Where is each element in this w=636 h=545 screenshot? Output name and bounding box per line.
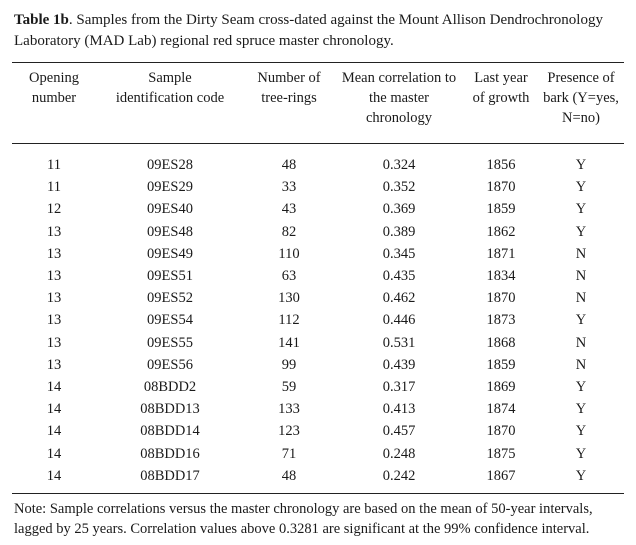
cell-bark-presence: Y [575, 445, 587, 462]
cell-mean-correlation: 0.389 [382, 223, 416, 240]
cell-last-year: 1874 [486, 401, 516, 418]
cell-bark-presence: Y [575, 312, 587, 329]
cell-mean-correlation: 0.369 [382, 201, 416, 218]
table-row [12, 176, 624, 198]
top-rule [12, 62, 624, 63]
cell-opening-number: 13 [46, 312, 62, 329]
cell-bark-presence: Y [575, 401, 587, 418]
cell-tree-rings: 99 [281, 356, 297, 373]
table-row [12, 243, 624, 265]
table-note: Note: Sample correlations versus the master chronology are based on the mean of 50-year intervals, lagged by 25 years. Correlation values above 0.3281 are significant at the 99% confidence interval. [14, 501, 593, 537]
cell-tree-rings: 123 [278, 423, 300, 440]
cell-mean-correlation: 0.413 [382, 401, 416, 418]
cell-last-year: 1875 [486, 445, 516, 462]
cell-tree-rings: 48 [281, 157, 297, 174]
cell-opening-number: 11 [47, 157, 61, 174]
cell-bark-presence: N [575, 245, 587, 262]
cell-tree-rings: 63 [281, 268, 297, 285]
table-row [12, 420, 624, 442]
table-row [12, 198, 624, 220]
cell-bark-presence: Y [575, 223, 587, 240]
cell-opening-number: 13 [46, 268, 62, 285]
cell-opening-number: 13 [46, 334, 62, 351]
cell-bark-presence: Y [575, 179, 587, 196]
cell-tree-rings: 133 [278, 401, 300, 418]
cell-opening-number: 14 [46, 401, 62, 418]
header-rule [12, 143, 624, 144]
cell-sample-code: 09ES54 [147, 312, 193, 329]
cell-bark-presence: Y [575, 423, 587, 440]
table-row [12, 398, 624, 420]
cell-last-year: 1870 [486, 179, 516, 196]
cell-sample-code: 08BDD13 [140, 401, 200, 418]
cell-opening-number: 13 [46, 356, 62, 373]
cell-opening-number: 12 [46, 201, 62, 218]
cell-last-year: 1859 [486, 201, 516, 218]
header-bark-presence: Presence of bark (Y=yes, N=no) [543, 70, 619, 126]
table-row [12, 442, 624, 464]
cell-opening-number: 13 [46, 245, 62, 262]
cell-opening-number: 14 [46, 378, 62, 395]
header-mean-correlation: Mean correlation to the master chronology [341, 70, 457, 126]
cell-sample-code: 08BDD2 [143, 378, 197, 395]
table-row [12, 376, 624, 398]
cell-mean-correlation: 0.435 [382, 268, 416, 285]
table-row [12, 287, 624, 309]
cell-opening-number: 13 [46, 290, 62, 307]
cell-sample-code: 09ES52 [147, 290, 193, 307]
cell-opening-number: 11 [47, 179, 61, 196]
cell-last-year: 1867 [486, 467, 516, 484]
cell-last-year: 1859 [486, 356, 516, 373]
cell-mean-correlation: 0.242 [382, 467, 416, 484]
cell-bark-presence: N [575, 268, 587, 285]
cell-sample-code: 08BDD17 [140, 467, 200, 484]
header-row [12, 68, 624, 128]
cell-last-year: 1870 [486, 290, 516, 307]
cell-opening-number: 14 [46, 467, 62, 484]
cell-opening-number: 13 [46, 223, 62, 240]
cell-bark-presence: N [575, 290, 587, 307]
table-body [12, 154, 624, 487]
cell-sample-code: 09ES48 [147, 223, 193, 240]
cell-last-year: 1871 [486, 245, 516, 262]
cell-mean-correlation: 0.345 [382, 245, 416, 262]
caption-text: . Samples from the Dirty Seam cross-dated against the Mount Allison Dendrochronology Laboratory (MAD Lab) regional red spruce master chronology. [14, 12, 603, 49]
cell-mean-correlation: 0.446 [382, 312, 416, 329]
cell-tree-rings: 43 [281, 201, 297, 218]
cell-last-year: 1834 [486, 268, 516, 285]
cell-mean-correlation: 0.439 [382, 356, 416, 373]
table-row [12, 221, 624, 243]
cell-sample-code: 08BDD14 [140, 423, 200, 440]
cell-sample-code: 09ES40 [147, 201, 193, 218]
table-row [12, 265, 624, 287]
cell-tree-rings: 82 [281, 223, 297, 240]
cell-mean-correlation: 0.317 [382, 378, 416, 395]
table-row [12, 354, 624, 376]
table-caption [14, 10, 624, 52]
cell-bark-presence: Y [575, 157, 587, 174]
cell-sample-code: 09ES51 [147, 268, 193, 285]
cell-sample-code: 09ES55 [147, 334, 193, 351]
cell-opening-number: 14 [46, 423, 62, 440]
cell-bark-presence: Y [575, 378, 587, 395]
cell-last-year: 1868 [486, 334, 516, 351]
cell-sample-code: 09ES49 [147, 245, 193, 262]
cell-tree-rings: 110 [278, 245, 300, 262]
data-table [12, 154, 624, 487]
cell-tree-rings: 48 [281, 467, 297, 484]
cell-tree-rings: 71 [281, 445, 297, 462]
cell-mean-correlation: 0.248 [382, 445, 416, 462]
table-row [12, 154, 624, 176]
cell-last-year: 1869 [486, 378, 516, 395]
table-row [12, 309, 624, 331]
cell-last-year: 1873 [486, 312, 516, 329]
cell-mean-correlation: 0.352 [382, 179, 416, 196]
cell-tree-rings: 112 [278, 312, 300, 329]
table-header [12, 68, 624, 128]
cell-sample-code: 09ES56 [147, 356, 193, 373]
cell-sample-code: 08BDD16 [140, 445, 200, 462]
cell-tree-rings: 33 [281, 179, 297, 196]
cell-opening-number: 14 [46, 445, 62, 462]
cell-tree-rings: 141 [278, 334, 300, 351]
cell-mean-correlation: 0.462 [382, 290, 416, 307]
table-row [12, 465, 624, 487]
caption-label: Table 1b [14, 12, 69, 28]
cell-last-year: 1870 [486, 423, 516, 440]
cell-mean-correlation: 0.457 [382, 423, 416, 440]
header-sample-code: Sample identification code [115, 70, 225, 106]
cell-tree-rings: 59 [281, 378, 297, 395]
table-row [12, 332, 624, 354]
bottom-rule [12, 493, 624, 494]
cell-sample-code: 09ES29 [147, 179, 193, 196]
header-opening-number: Opening number [29, 70, 79, 106]
cell-sample-code: 09ES28 [147, 157, 193, 174]
header-tree-rings: Number of tree-rings [257, 70, 321, 106]
cell-mean-correlation: 0.324 [382, 157, 416, 174]
cell-bark-presence: Y [575, 467, 587, 484]
cell-tree-rings: 130 [278, 290, 300, 307]
cell-last-year: 1862 [486, 223, 516, 240]
cell-last-year: 1856 [486, 157, 516, 174]
cell-mean-correlation: 0.531 [382, 334, 416, 351]
cell-bark-presence: N [575, 334, 587, 351]
cell-bark-presence: Y [575, 201, 587, 218]
cell-bark-presence: N [575, 356, 587, 373]
header-last-year: Last year of growth [472, 70, 530, 106]
